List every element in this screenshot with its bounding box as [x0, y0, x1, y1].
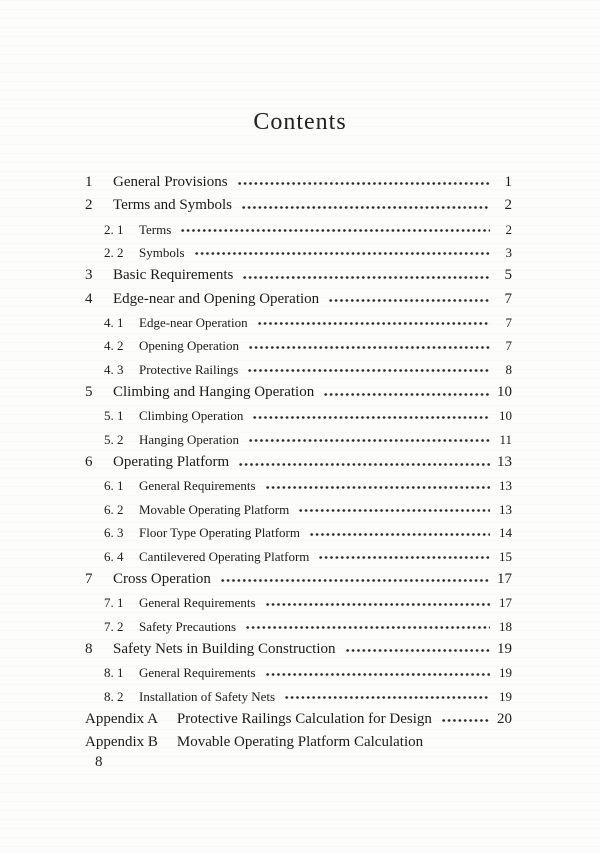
toc-entry-title: Protective Railings — [139, 361, 239, 377]
toc-entry-number: 6. 1 — [104, 478, 124, 494]
toc-entry-title: Climbing Operation — [139, 408, 244, 424]
dot-leader — [328, 288, 490, 311]
toc-entry — [85, 708, 512, 731]
toc-entry-title: Safety Precautions — [139, 618, 237, 634]
toc-entry — [85, 591, 512, 614]
toc-entry-number: 5. 1 — [104, 408, 124, 424]
dot-leader — [245, 615, 490, 638]
toc-entry-title: General Requirements — [139, 665, 256, 681]
toc-entry — [85, 404, 512, 427]
toc-entry-number: 6 — [85, 454, 93, 471]
toc-entry-number: 7. 1 — [104, 595, 124, 611]
dot-leader — [441, 708, 490, 731]
toc-entry — [85, 474, 512, 497]
dot-leader — [248, 428, 490, 451]
toc-entry-number: 7. 2 — [104, 618, 124, 634]
toc-entry-number: 8. 2 — [104, 688, 124, 704]
toc-entry-number: 4. 1 — [104, 315, 124, 331]
dot-leader — [265, 474, 490, 497]
page-title: Contents — [253, 109, 347, 135]
toc-entry — [85, 241, 512, 264]
dot-leader — [265, 661, 490, 684]
toc-entry-page: 10 — [499, 408, 512, 424]
toc-entry-number: 6. 3 — [104, 525, 124, 541]
toc-entry-title: Terms and Symbols — [113, 197, 232, 214]
toc-entry-page: 1 — [504, 174, 512, 190]
toc-entry-page: 19 — [499, 665, 512, 681]
dot-leader — [318, 545, 490, 568]
toc-entry-page: 13 — [497, 454, 512, 471]
toc-entry-page: 7 — [505, 338, 512, 354]
dot-leader — [180, 218, 490, 241]
toc-entry-title: Installation of Safety Nets — [139, 688, 276, 704]
toc-list — [85, 171, 512, 755]
toc-entry-page: 20 — [497, 710, 512, 727]
toc-entry-page: 19 — [499, 688, 512, 704]
toc-entry-number: 8 — [85, 640, 93, 657]
toc-entry — [85, 171, 512, 194]
toc-entry-title: General Requirements — [139, 478, 256, 494]
toc-entry — [85, 428, 512, 451]
toc-entry-page: 18 — [499, 618, 512, 634]
dot-leader — [257, 311, 490, 334]
toc-entry-number: 2. 2 — [104, 245, 124, 261]
toc-entry-title: Movable Operating Platform Calculation — [176, 734, 424, 751]
dot-leader — [309, 521, 490, 544]
toc-entry — [85, 264, 512, 287]
toc-entry-page: 5 — [504, 267, 512, 284]
toc-entry-number: 6. 4 — [104, 548, 124, 564]
toc-entry — [85, 638, 512, 661]
toc-entry — [85, 568, 512, 591]
toc-entry-number: 5. 2 — [104, 431, 124, 447]
dot-leader — [194, 241, 490, 264]
toc-entry — [85, 194, 512, 217]
toc-entry-title: Terms — [139, 221, 172, 237]
footer-page-number: 8 — [95, 754, 103, 770]
toc-entry-title: Movable Operating Platform — [139, 501, 290, 517]
toc-entry-title: Floor Type Operating Platform — [139, 525, 300, 541]
dot-leader — [252, 404, 490, 427]
toc-entry-title: Safety Nets in Building Construction — [113, 640, 336, 657]
dot-leader — [284, 685, 490, 708]
dot-leader — [345, 638, 491, 661]
dot-leader — [241, 194, 490, 217]
toc-entry-number: Appendix A — [85, 710, 158, 727]
dot-leader — [323, 381, 490, 404]
toc-entry — [85, 521, 512, 544]
toc-entry-page: 2 — [504, 197, 512, 214]
toc-entry-number: 3 — [85, 267, 93, 284]
toc-entry-page: 17 — [497, 570, 512, 587]
toc-entry-page: 17 — [499, 595, 512, 611]
toc-entry-title: Basic Requirements — [113, 267, 234, 284]
dot-leader — [238, 451, 490, 474]
dot-leader — [248, 334, 490, 357]
toc-entry-page: 11 — [499, 431, 512, 447]
toc-entry-number: 2. 1 — [104, 221, 124, 237]
toc-entry — [85, 311, 512, 334]
dot-leader — [298, 498, 490, 521]
toc-entry — [85, 381, 512, 404]
toc-entry-number: 5 — [85, 384, 93, 401]
toc-entry-title: Hanging Operation — [139, 431, 240, 447]
toc-entry-title: Symbols — [139, 245, 185, 261]
toc-entry-number: 8. 1 — [104, 665, 124, 681]
toc-entry — [85, 498, 512, 521]
toc-entry-number: 4. 2 — [104, 338, 124, 354]
toc-entry — [85, 661, 512, 684]
toc-entry-title: Edge-near Operation — [139, 315, 248, 331]
toc-entry — [85, 451, 512, 474]
toc-entry-title: Climbing and Hanging Operation — [113, 384, 315, 401]
toc-entry — [85, 615, 512, 638]
toc-entry-page: 15 — [499, 548, 512, 564]
toc-entry-page: 3 — [505, 245, 512, 261]
toc-entry-number: 1 — [85, 174, 93, 190]
toc-entry — [85, 288, 512, 311]
toc-entry-page: 2 — [505, 221, 512, 237]
toc-entry — [85, 218, 512, 241]
dot-leader — [237, 171, 490, 194]
toc-entry-page: 7 — [504, 290, 512, 307]
toc-entry — [85, 685, 512, 708]
toc-entry-title: Opening Operation — [139, 338, 240, 354]
dot-leader — [265, 591, 490, 614]
toc-entry-page: 10 — [497, 384, 512, 401]
toc-entry-title: General Provisions — [113, 174, 228, 190]
toc-entry-number: 2 — [85, 197, 93, 214]
toc-entry-number: 7 — [85, 570, 93, 587]
toc-entry-number: 4. 3 — [104, 361, 124, 377]
toc-entry-title: Cross Operation — [113, 570, 211, 587]
toc-entry — [85, 545, 512, 568]
toc-entry-page: 13 — [499, 478, 512, 494]
toc-entry-page: 19 — [497, 640, 512, 657]
toc-entry — [85, 358, 512, 381]
toc-entry-page: 14 — [499, 525, 512, 541]
toc-entry-title: Operating Platform — [113, 454, 230, 471]
toc-entry-title: Cantilevered Operating Platform — [139, 548, 310, 564]
toc-entry-page: 8 — [505, 361, 512, 377]
toc-entry-page: 13 — [499, 501, 512, 517]
toc-entry-number: 4 — [85, 290, 93, 307]
dot-leader — [247, 358, 490, 381]
toc-entry-number: 6. 2 — [104, 501, 124, 517]
toc-entry — [85, 731, 512, 754]
toc-entry-page: 7 — [505, 315, 512, 331]
toc-entry — [85, 334, 512, 357]
toc-entry-number: Appendix B — [85, 734, 158, 751]
toc-entry-title: Protective Railings Calculation for Design — [176, 710, 432, 727]
dot-leader — [220, 568, 490, 591]
toc-entry-title: General Requirements — [139, 595, 256, 611]
toc-entry-title: Edge-near and Opening Operation — [113, 290, 320, 307]
dot-leader — [242, 264, 490, 287]
